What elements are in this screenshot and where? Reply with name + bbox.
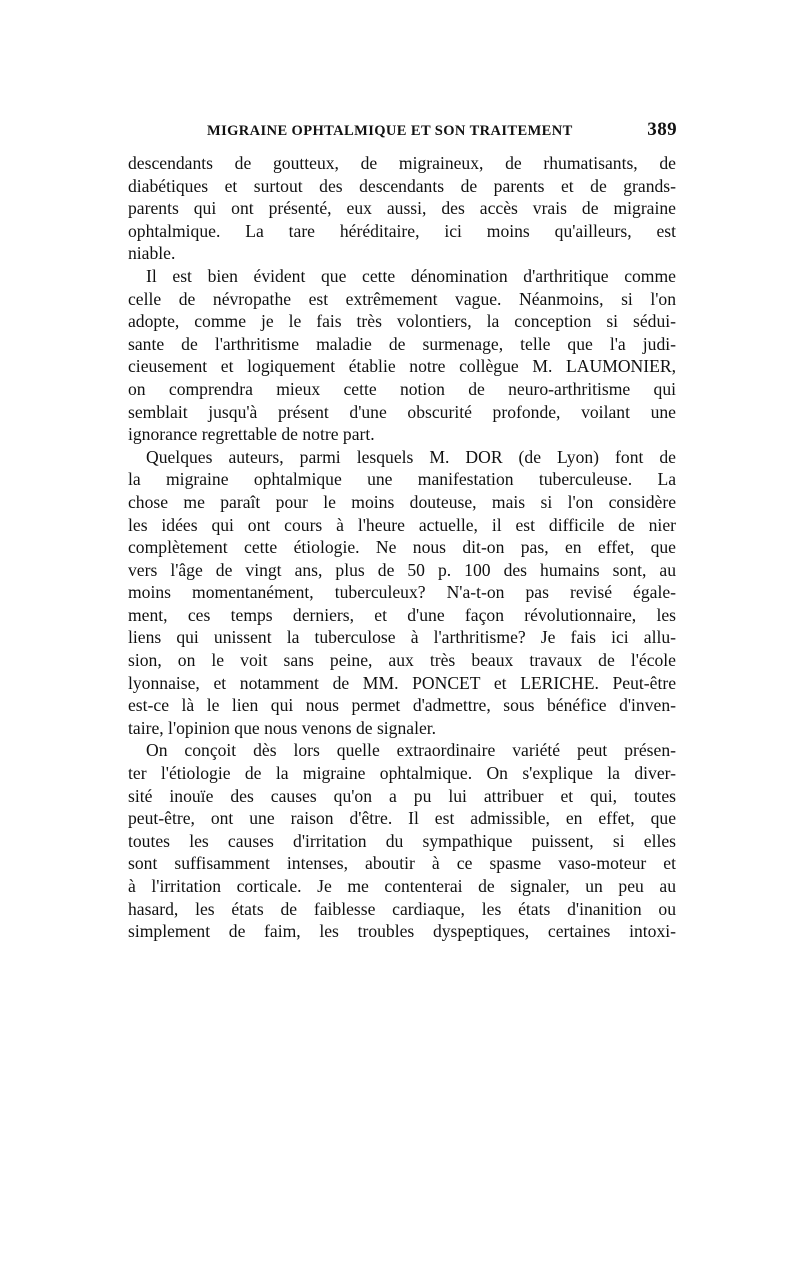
- body-text: [128, 152, 676, 943]
- text-line: celle de névropathe est extrêmement vague. Néanmoins, si l'on: [128, 288, 676, 309]
- text-line: chose me paraît pour le moins douteuse, mais si l'on considère: [128, 491, 676, 512]
- text-line: sion, on le voit sans peine, aux très beaux travaux de l'école: [128, 650, 676, 671]
- text-line: toutes les causes d'irritation du sympathique puissent, si elles: [128, 830, 676, 851]
- text-line: sont suffisamment intenses, aboutir à ce spasme vaso-moteur et: [128, 853, 676, 874]
- text-line: sante de l'arthritisme maladie de surmenage, telle que l'a judi-: [128, 333, 676, 354]
- text-line: cieusement et logiquement établie notre collègue M. LAUMONIER,: [128, 356, 676, 377]
- text-line: diabétiques et surtout des descendants de parents et de grands-: [128, 175, 676, 196]
- text-line: adopte, comme je le fais très volontiers, la conception si sédui-: [128, 311, 676, 332]
- text-line: taire, l'opinion que nous venons de signaler.: [128, 717, 437, 738]
- text-line: sité inouïe des causes qu'on a pu lui attribuer et qui, toutes: [128, 785, 676, 806]
- text-line: ignorance regrettable de notre part.: [128, 424, 375, 445]
- text-line: niable.: [128, 243, 176, 264]
- text-line: lyonnaise, et notamment de MM. PONCET et LERICHE. Peut-être: [128, 672, 676, 693]
- text-line: semblait jusqu'à présent d'une obscurité profonde, voilant une: [128, 401, 676, 422]
- text-line: hasard, les états de faiblesse cardiaque, les états d'inanition ou: [128, 898, 676, 919]
- text-line: à l'irritation corticale. Je me contenterai de signaler, un peu au: [128, 876, 676, 896]
- text-line: descendants de goutteux, de migraineux, de rhumatisants, de: [128, 153, 676, 173]
- text-line: Quelques auteurs, parmi lesquels M. DOR (de Lyon) font de: [146, 446, 676, 467]
- text-line: les idées qui ont cours à l'heure actuelle, il est difficile de nier: [128, 514, 676, 535]
- text-line: la migraine ophtalmique une manifestation tuberculeuse. La: [128, 469, 676, 490]
- text-line: est-ce là le lien qui nous permet d'admettre, sous bénéfice d'inven-: [128, 695, 676, 716]
- running-header: [207, 119, 677, 143]
- text-line: vers l'âge de vingt ans, plus de 50 p. 100 des humains sont, au: [128, 559, 676, 580]
- text-line: parents qui ont présenté, eux aussi, des accès vrais de migraine: [128, 198, 676, 219]
- text-line: peut-être, ont une raison d'être. Il est admissible, en effet, que: [128, 808, 676, 829]
- text-line: complètement cette étiologie. Ne nous dit-on pas, en effet, que: [128, 537, 676, 558]
- text-line: On conçoit dès lors quelle extraordinaire variété peut présen-: [146, 740, 676, 761]
- text-line: liens qui unissent la tuberculose à l'arthritisme? Je fais ici allu-: [128, 627, 676, 648]
- text-line: ophtalmique. La tare héréditaire, ici moins qu'ailleurs, est: [128, 220, 676, 241]
- page-number: 389: [647, 119, 677, 140]
- text-line: Il est bien évident que cette dénomination d'arthritique comme: [146, 265, 676, 286]
- text-line: ment, ces temps derniers, et d'une façon révolutionnaire, les: [128, 604, 676, 625]
- text-line: on comprendra mieux cette notion de neuro-arthritisme qui: [128, 378, 676, 399]
- text-line: simplement de faim, les troubles dyspeptiques, certaines intoxi-: [128, 921, 676, 942]
- text-line: moins momentanément, tuberculeux? N'a-t-on pas revisé égale-: [128, 582, 676, 603]
- text-line: ter l'étiologie de la migraine ophtalmique. On s'explique la diver-: [128, 763, 676, 784]
- running-title: MIGRAINE OPHTALMIQUE ET SON TRAITEMENT: [207, 123, 573, 139]
